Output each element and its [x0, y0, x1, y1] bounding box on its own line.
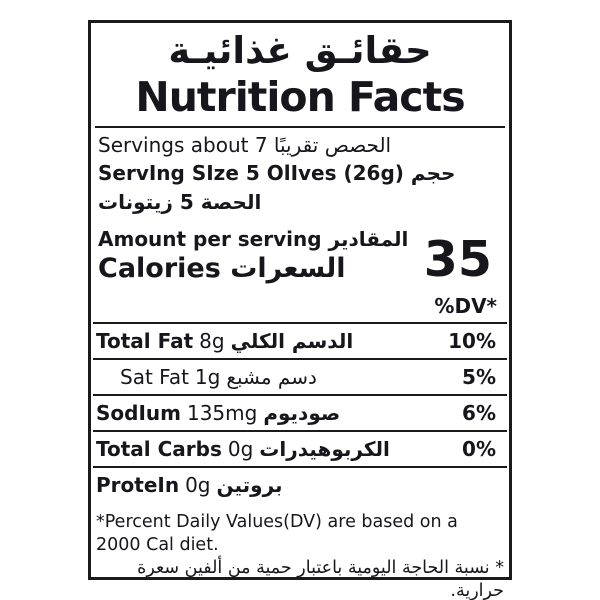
calories-left-column [98, 227, 408, 285]
serving-size-line: ServIng SIze 5 OlIves (26g) حجم الحصة 5 زيتونات [98, 161, 456, 214]
nutrient-row-total-fat [93, 322, 507, 358]
nutrient-name-ar: صوديوم [263, 401, 341, 425]
nutrient-name-en: Sat Fat [120, 365, 189, 389]
nutrient-amount: 0g [227, 437, 254, 461]
footnote-arabic: * نسبة الحاجة اليومية باعتبار حمية من ألفين سعرة حرارية. [137, 558, 504, 600]
nutrient-name-ar: الدسم الكلي [230, 329, 354, 353]
calories-label: Calories السعرات [98, 253, 346, 284]
nutrient-row-left [96, 473, 283, 498]
nutrient-name-ar: دسم مشبع [226, 365, 317, 389]
nutrient-dv: 0% [462, 437, 496, 461]
nutrient-name-ar: الكربوهيدرات [259, 437, 390, 461]
nutrient-row-left [96, 437, 390, 462]
nutrient-amount: 135mg [186, 401, 258, 425]
nutrient-amount: 0g [185, 473, 211, 497]
nutrient-amount: 8g [199, 329, 225, 353]
nutrient-name-ar: بروتين [216, 473, 283, 497]
nutrient-row-left [96, 329, 353, 354]
nutrient-dv: 6% [462, 401, 496, 425]
title-arabic: حقائـق غذائيـة [168, 29, 432, 72]
nutrient-name-en: Total Fat [96, 329, 194, 353]
calories-block [91, 227, 509, 288]
nutrient-name-en: ProteIn [96, 473, 180, 497]
nutrient-row-sat-fat [93, 358, 507, 394]
nutrient-name-en: SodIum [96, 401, 181, 425]
nutrient-row-total-carbs [93, 430, 507, 466]
nutrition-facts-label [88, 20, 512, 600]
nutrient-name-en: Total Carbs [96, 437, 222, 461]
calories-value: 35 [423, 231, 492, 288]
footnote-section [91, 508, 509, 600]
servings-line: Servings about 7 الحصص تقريبًا [98, 133, 392, 157]
daily-value-header: %DV* [434, 294, 497, 318]
nutrient-dv: 10% [448, 329, 496, 353]
nutrient-dv: 5% [462, 365, 496, 389]
title-divider-rule [95, 126, 505, 128]
nutrient-row-protein [93, 466, 507, 502]
nutrient-amount: 1g [194, 365, 221, 389]
nutrient-row-left [96, 401, 340, 426]
amount-per-serving-label: Amount per serving المقادير [98, 227, 409, 251]
nutrient-row-sodium [93, 394, 507, 430]
title-english: Nutrition Facts [135, 73, 465, 121]
nutrient-row-left [96, 365, 317, 390]
footnote-english: *Percent Daily Values(DV) are based on a 2000 Cal diet. [96, 512, 458, 555]
